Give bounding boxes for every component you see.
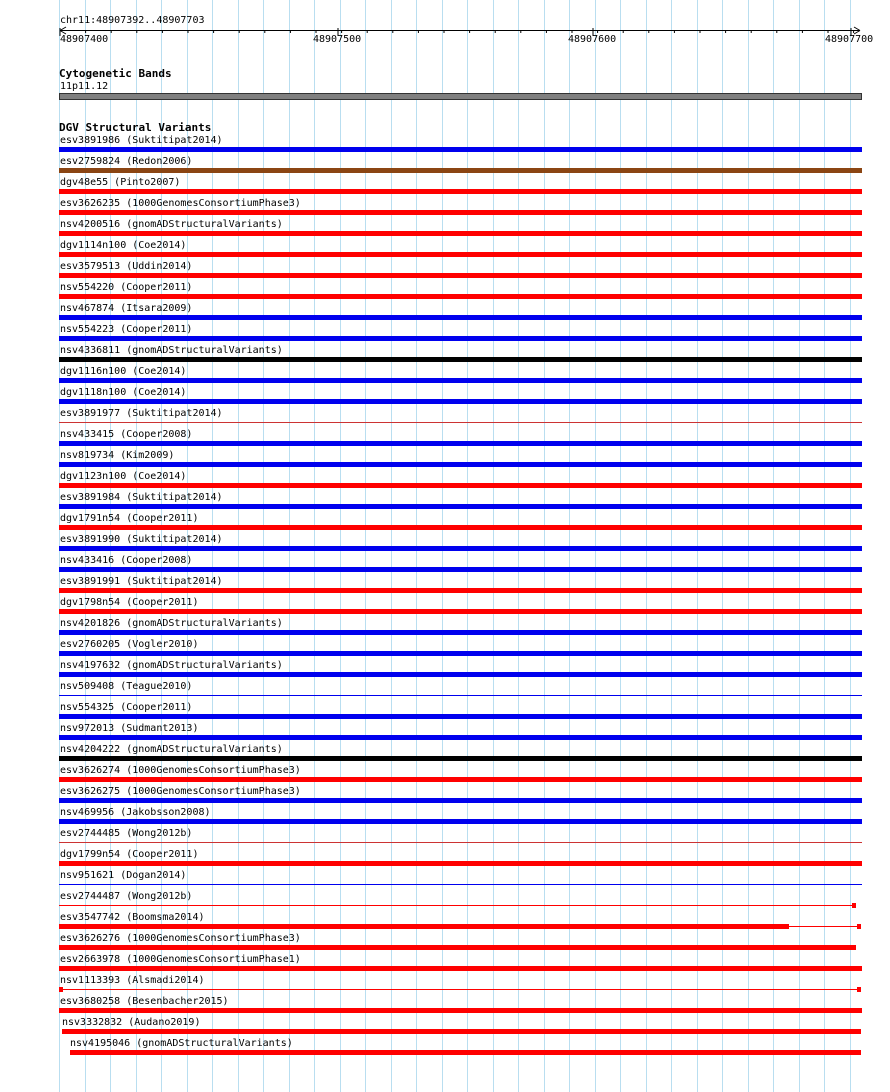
variant-segment	[789, 926, 857, 927]
variant-row[interactable]	[0, 785, 890, 806]
variant-segment	[59, 294, 862, 299]
variant-row[interactable]	[0, 680, 890, 701]
variant-row[interactable]	[0, 344, 890, 365]
variant-segment	[59, 504, 862, 509]
variant-label[interactable]: dgv1791n54 (Cooper2011)	[60, 513, 199, 524]
variant-row[interactable]	[0, 491, 890, 512]
variant-segment	[59, 252, 862, 257]
variant-label[interactable]: esv3891990 (Suktitipat2014)	[60, 534, 223, 545]
variant-label[interactable]: esv2744487 (Wong2012b)	[60, 891, 193, 902]
variant-bar[interactable]	[0, 995, 890, 1016]
variant-row[interactable]	[0, 722, 890, 743]
variant-row[interactable]	[0, 911, 890, 932]
variant-row[interactable]	[0, 386, 890, 407]
variant-segment	[59, 441, 862, 446]
variant-bar[interactable]	[0, 764, 890, 785]
variant-segment	[59, 651, 862, 656]
variant-segment	[59, 462, 862, 467]
variant-label[interactable]: esv3891984 (Suktitipat2014)	[60, 492, 223, 503]
variant-label[interactable]: esv3547742 (Boomsma2014)	[60, 912, 205, 923]
variant-bar[interactable]	[0, 176, 890, 197]
variant-segment	[59, 189, 862, 194]
variant-segment	[59, 905, 852, 906]
variant-bar[interactable]	[0, 407, 890, 428]
variant-bar[interactable]	[0, 344, 890, 365]
variant-segment	[59, 1008, 862, 1013]
variant-segment	[59, 987, 63, 992]
variant-label[interactable]: nsv819734 (Kim2009)	[60, 450, 175, 461]
variant-segment	[59, 231, 862, 236]
variant-label[interactable]: esv3626276 (1000GenomesConsortiumPhase3)	[60, 933, 301, 944]
variant-segment	[59, 567, 862, 572]
variant-bar[interactable]	[0, 659, 890, 680]
variant-row[interactable]	[0, 407, 890, 428]
location-label: chr11:48907392..48907703	[60, 15, 205, 26]
variant-row[interactable]	[0, 638, 890, 659]
variant-bar[interactable]	[0, 806, 890, 827]
variant-row[interactable]	[0, 512, 890, 533]
variant-segment	[63, 989, 857, 990]
variant-segment	[59, 798, 862, 803]
variant-bar[interactable]	[0, 869, 890, 890]
variant-label[interactable]: nsv469956 (Jakobsson2008)	[60, 807, 211, 818]
variant-row[interactable]	[0, 575, 890, 596]
variant-label[interactable]: nsv4336811 (gnomADStructuralVariants)	[60, 345, 283, 356]
variant-row[interactable]	[0, 932, 890, 953]
variant-segment	[70, 1050, 861, 1055]
variant-bar[interactable]	[0, 827, 890, 848]
variant-segment	[59, 695, 862, 696]
variant-label[interactable]: esv2760205 (Vogler2010)	[60, 639, 199, 650]
variant-segment	[59, 525, 862, 530]
variant-bar[interactable]	[0, 680, 890, 701]
variant-segment	[857, 924, 861, 929]
variant-label[interactable]: esv2663978 (1000GenomesConsortiumPhase1)	[60, 954, 301, 965]
variant-bar[interactable]	[0, 533, 890, 554]
variant-segment	[59, 588, 862, 593]
tick-label-48907700: 48907700	[825, 34, 874, 45]
variant-bar[interactable]	[0, 197, 890, 218]
cytoband-label: 11p11.12	[60, 81, 109, 92]
variant-segment	[59, 630, 862, 635]
variant-row[interactable]	[0, 743, 890, 764]
variant-row[interactable]	[0, 323, 890, 344]
variant-bar[interactable]	[0, 701, 890, 722]
variant-segment	[857, 987, 861, 992]
variant-label[interactable]: esv3891977 (Suktitipat2014)	[60, 408, 223, 419]
variant-segment	[59, 210, 862, 215]
variant-row[interactable]	[0, 281, 890, 302]
variant-bar[interactable]	[0, 470, 890, 491]
variant-row[interactable]	[0, 659, 890, 680]
variant-row[interactable]	[0, 953, 890, 974]
variant-bar[interactable]	[0, 1016, 890, 1037]
variant-label[interactable]: esv3891991 (Suktitipat2014)	[60, 576, 223, 587]
variant-bar[interactable]	[0, 596, 890, 617]
variant-row[interactable]	[0, 554, 890, 575]
variant-row[interactable]	[0, 1016, 890, 1037]
variant-bar[interactable]	[0, 239, 890, 260]
variant-row[interactable]	[0, 848, 890, 869]
variant-row[interactable]	[0, 470, 890, 491]
variant-label[interactable]: nsv951621 (Dogan2014)	[60, 870, 187, 881]
variant-segment	[59, 609, 862, 614]
variant-bar[interactable]	[0, 974, 890, 995]
variant-label[interactable]: dgv1116n100 (Coe2014)	[60, 366, 187, 377]
variant-segment	[59, 945, 856, 950]
variant-row[interactable]	[0, 239, 890, 260]
variant-segment	[59, 756, 862, 761]
variant-row[interactable]	[0, 617, 890, 638]
variant-segment	[59, 777, 862, 782]
variant-row[interactable]	[0, 365, 890, 386]
variant-row[interactable]	[0, 155, 890, 176]
variant-row[interactable]	[0, 428, 890, 449]
variant-label[interactable]: dgv1123n100 (Coe2014)	[60, 471, 187, 482]
variant-bar[interactable]	[0, 323, 890, 344]
variant-bar[interactable]	[0, 554, 890, 575]
variant-segment	[59, 273, 862, 278]
variant-label[interactable]: nsv4204222 (gnomADStructuralVariants)	[60, 744, 283, 755]
variant-segment	[59, 483, 862, 488]
variant-segment	[59, 842, 862, 843]
variant-segment	[59, 147, 862, 152]
variant-label[interactable]: dgv1799n54 (Cooper2011)	[60, 849, 199, 860]
variant-segment	[59, 422, 862, 423]
tick-label-48907600: 48907600	[568, 34, 617, 45]
variant-row[interactable]	[0, 260, 890, 281]
variant-segment	[62, 1029, 861, 1034]
variant-bar[interactable]	[0, 260, 890, 281]
variant-segment	[59, 546, 862, 551]
variant-row[interactable]	[0, 890, 890, 911]
variant-row[interactable]	[0, 974, 890, 995]
variant-label[interactable]: esv3891986 (Suktitipat2014)	[60, 135, 223, 146]
variant-bar[interactable]	[0, 155, 890, 176]
variant-row[interactable]	[0, 827, 890, 848]
variant-bar[interactable]	[0, 491, 890, 512]
tick-label-48907500: 48907500	[313, 34, 362, 45]
cytogenetic-track-title: Cytogenetic Bands	[59, 67, 172, 80]
variant-label[interactable]: nsv433415 (Cooper2008)	[60, 429, 193, 440]
variant-bar[interactable]	[0, 365, 890, 386]
variant-bar[interactable]	[0, 428, 890, 449]
variant-segment	[59, 399, 862, 404]
variant-segment	[59, 924, 789, 929]
variant-row[interactable]	[0, 197, 890, 218]
variant-segment	[59, 357, 862, 362]
variant-bar[interactable]	[0, 134, 890, 155]
variant-bar[interactable]	[0, 617, 890, 638]
variant-label[interactable]: nsv4195046 (gnomADStructuralVariants)	[70, 1038, 293, 1049]
variant-bar[interactable]	[0, 743, 890, 764]
variant-row[interactable]	[0, 218, 890, 239]
variant-bar[interactable]	[0, 785, 890, 806]
variant-label[interactable]: esv3626235 (1000GenomesConsortiumPhase3)	[60, 198, 301, 209]
variant-segment	[59, 884, 862, 885]
variant-label[interactable]: dgv48e55 (Pinto2007)	[60, 177, 181, 188]
variant-label[interactable]: nsv467874 (Itsara2009)	[60, 303, 193, 314]
variant-bar[interactable]	[0, 302, 890, 323]
variant-bar[interactable]	[0, 512, 890, 533]
variant-row[interactable]	[0, 701, 890, 722]
dgv-track-title: DGV Structural Variants	[59, 121, 212, 134]
variant-row[interactable]	[0, 176, 890, 197]
variant-bar[interactable]	[0, 281, 890, 302]
variant-label[interactable]: dgv1118n100 (Coe2014)	[60, 387, 187, 398]
variant-label[interactable]: nsv4200516 (gnomADStructuralVariants)	[60, 219, 283, 230]
variant-label[interactable]: esv3579513 (Uddin2014)	[60, 261, 193, 272]
variant-bar[interactable]	[0, 848, 890, 869]
variant-segment	[59, 861, 862, 866]
variant-label[interactable]: nsv3332832 (Audano2019)	[62, 1017, 201, 1028]
variant-row[interactable]	[0, 1037, 890, 1058]
variant-bar[interactable]	[0, 953, 890, 974]
variant-row[interactable]	[0, 596, 890, 617]
variant-label[interactable]: esv2759824 (Redon2006)	[60, 156, 193, 167]
variant-segment	[59, 168, 862, 173]
variant-label[interactable]: dgv1114n100 (Coe2014)	[60, 240, 187, 251]
variant-segment	[59, 672, 862, 677]
variant-label[interactable]: esv2744485 (Wong2012b)	[60, 828, 193, 839]
variant-bar[interactable]	[0, 638, 890, 659]
variant-row[interactable]	[0, 302, 890, 323]
variant-bar[interactable]	[0, 932, 890, 953]
variant-label[interactable]: nsv4197632 (gnomADStructuralVariants)	[60, 660, 283, 671]
variant-segment	[59, 966, 862, 971]
variant-bar[interactable]	[0, 218, 890, 239]
variant-bar[interactable]	[0, 890, 890, 911]
variant-label[interactable]: esv3626274 (1000GenomesConsortiumPhase3)	[60, 765, 301, 776]
variant-label[interactable]: nsv554325 (Cooper2011)	[60, 702, 193, 713]
variant-row[interactable]	[0, 449, 890, 470]
variant-segment	[852, 903, 856, 908]
variant-label[interactable]: nsv1113393 (Alsmadi2014)	[60, 975, 205, 986]
variant-label[interactable]: nsv972013 (Sudmant2013)	[60, 723, 199, 734]
variant-label[interactable]: nsv509408 (Teague2010)	[60, 681, 193, 692]
variant-label[interactable]: esv3626275 (1000GenomesConsortiumPhase3)	[60, 786, 301, 797]
variant-row[interactable]	[0, 869, 890, 890]
variant-label[interactable]: esv3680258 (Besenbacher2015)	[60, 996, 229, 1007]
variant-label[interactable]: nsv433416 (Cooper2008)	[60, 555, 193, 566]
variant-row[interactable]	[0, 134, 890, 155]
tick-label-48907400: 48907400	[60, 34, 109, 45]
variant-segment	[59, 315, 862, 320]
variant-label[interactable]: nsv554223 (Cooper2011)	[60, 324, 193, 335]
variant-bar[interactable]	[0, 386, 890, 407]
variant-bar[interactable]	[0, 1037, 890, 1058]
variant-label[interactable]: nsv4201826 (gnomADStructuralVariants)	[60, 618, 283, 629]
variant-segment	[59, 735, 862, 740]
variant-row[interactable]	[0, 533, 890, 554]
variant-label[interactable]: nsv554220 (Cooper2011)	[60, 282, 193, 293]
variant-segment	[59, 378, 862, 383]
variant-bar[interactable]	[0, 449, 890, 470]
variant-bar[interactable]	[0, 575, 890, 596]
variant-row[interactable]	[0, 995, 890, 1016]
variant-segment	[59, 819, 862, 824]
variant-bar[interactable]	[0, 911, 890, 932]
variant-label[interactable]: dgv1798n54 (Cooper2011)	[60, 597, 199, 608]
variant-bar[interactable]	[0, 722, 890, 743]
variant-segment	[59, 714, 862, 719]
variant-row[interactable]	[0, 764, 890, 785]
variant-row[interactable]	[0, 806, 890, 827]
variant-segment	[59, 336, 862, 341]
